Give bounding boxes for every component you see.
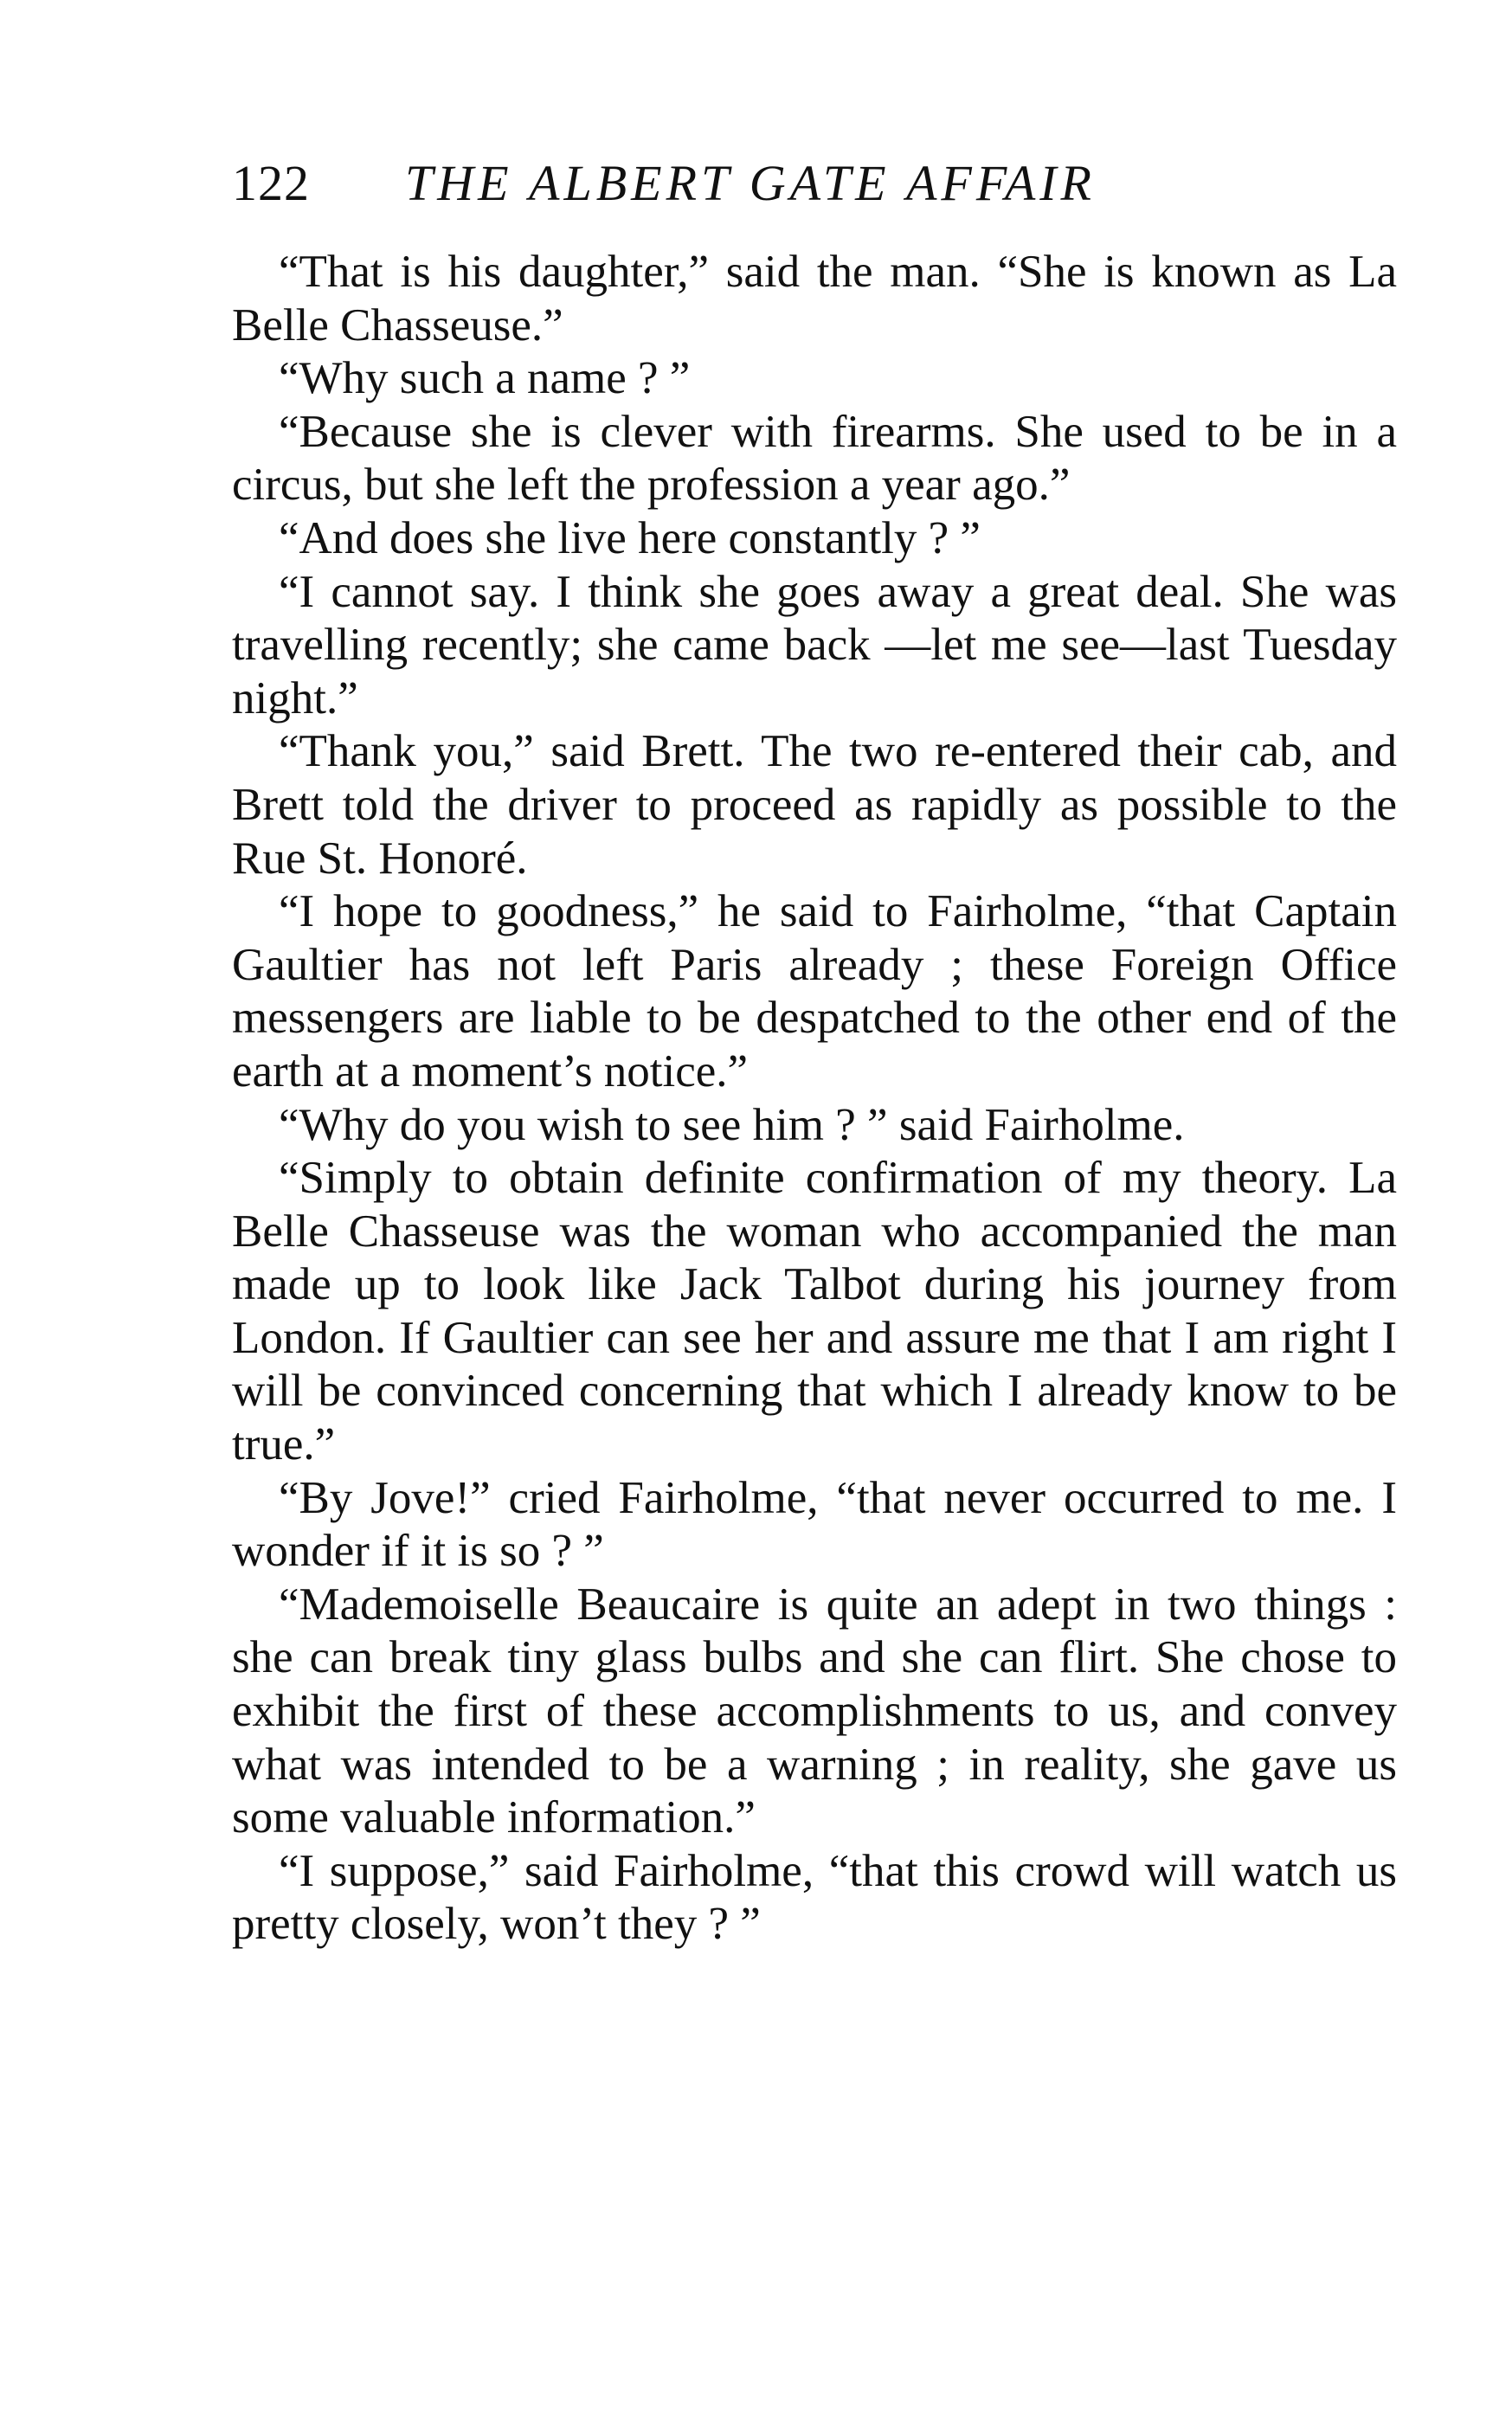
body-text (232, 246, 1397, 1952)
paragraph: “Because she is clever with firearms. She used to be in a circus, but she left the profession a year ago.” (232, 406, 1397, 511)
running-head (232, 147, 1397, 220)
paragraph: “I suppose,” said Fairholme, “that this crowd will watch us pretty closely, won’t they ? ” (232, 1845, 1397, 1950)
paragraph: “I cannot say. I think she goes away a great deal. She was travelling recently; she came back —let me see—last Tuesday night.” (232, 566, 1397, 724)
paragraph: “Thank you,” said Brett. The two re-entered their cab, and Brett told the driver to proceed as rapidly as possible to the Rue St. Honoré. (232, 726, 1397, 884)
paragraph: “Simply to obtain definite confirmation of my theory. La Belle Chasseuse was the woman who accompanied the man made up to look like Jack Talbot during his journey from London. If Gaultier can see her and assure me that I am right I will be convinced concerning that which I already know to be true.” (232, 1153, 1397, 1470)
book-page (232, 147, 1397, 1952)
running-title: THE ALBERT GATE AFFAIR (405, 155, 1096, 211)
paragraph: “I hope to goodness,” he said to Fairholme, “that Captain Gaultier has not left Paris already ; these Foreign Office messengers are liable to be despatched to the other end of the earth at a moment’s notice.” (232, 886, 1397, 1097)
paragraph: “By Jove!” cried Fairholme, “that never occurred to me. I wonder if it is so ? ” (232, 1472, 1397, 1577)
paragraph: “And does she live here constantly ? ” (279, 512, 981, 563)
page-number: 122 (232, 155, 310, 211)
paragraph: “Mademoiselle Beaucaire is quite an adept in two things : she can break tiny glass bulbs and she can flirt. She chose to exhibit the first of these accomplishments to us, and convey what was intended to be a warning ; in reality, she gave us some valuable information.” (232, 1579, 1397, 1843)
paragraph: “Why do you wish to see him ? ” said Fairholme. (279, 1099, 1185, 1150)
paragraph: “Why such a name ? ” (279, 353, 691, 404)
paragraph: “That is his daughter,” said the man. “She is known as La Belle Chasseuse.” (232, 247, 1397, 351)
